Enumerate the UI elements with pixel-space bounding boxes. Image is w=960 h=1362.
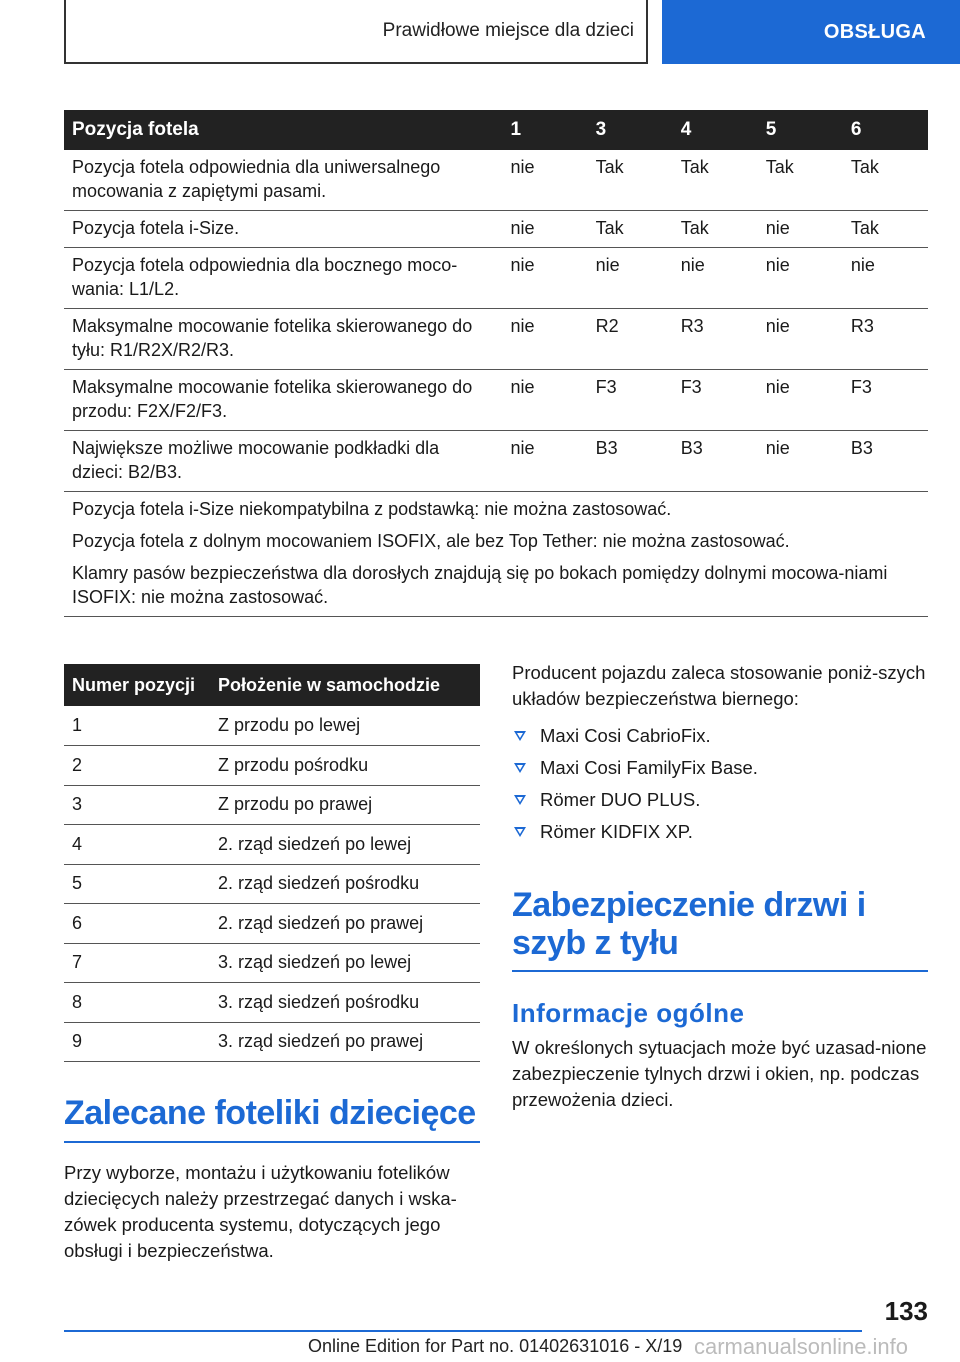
cell: F3	[588, 370, 673, 431]
cell: Największe możliwe mocowanie podkładki dla dzieci: B2/B3.	[64, 431, 503, 492]
cell: R3	[673, 309, 758, 370]
cell: Pozycja fotela odpowiednia dla uniwersalnego mocowania z zapiętymi pasami.	[64, 150, 503, 211]
cell: R2	[588, 309, 673, 370]
position-table	[64, 664, 480, 1062]
bullet-triangle-icon	[514, 795, 526, 805]
list-item	[512, 784, 928, 816]
manufacturer-intro: Producent pojazdu zaleca stosowanie poniż-szych układów bezpieczeństwa biernego:	[512, 662, 926, 709]
footer-watermark[interactable]: carmanualsonline.info	[694, 1334, 909, 1359]
cell: Tak	[588, 150, 673, 211]
cell: B3	[673, 431, 758, 492]
header-chapter-tab[interactable]: OBSŁUGA	[662, 0, 960, 64]
table-header-row	[64, 110, 928, 150]
table-header-row	[64, 664, 480, 706]
cell: Tak	[843, 150, 928, 211]
table-row	[64, 706, 480, 746]
list-item-label: Römer KIDFIX XP.	[540, 821, 693, 842]
cell: Tak	[758, 150, 843, 211]
cell: Maksymalne mocowanie fotelika skierowanego do tyłu: R1/R2X/R2/R3.	[64, 309, 503, 370]
cell: nie	[503, 309, 588, 370]
cell: 3. rząd siedzeń po prawej	[210, 1022, 480, 1062]
subsection-title-general-info: Informacje ogólne	[512, 998, 745, 1028]
col-header: 5	[758, 110, 843, 150]
cell: nie	[503, 248, 588, 309]
cell: 4	[64, 825, 210, 865]
cell: 2. rząd siedzeń po lewej	[210, 825, 480, 865]
cell: 7	[64, 943, 210, 983]
col-header: 3	[588, 110, 673, 150]
footer-divider	[64, 1330, 862, 1332]
col-header: Położenie w samochodzie	[210, 664, 480, 706]
cell: Tak	[673, 150, 758, 211]
cell: nie	[503, 211, 588, 248]
recommended-paragraph: Przy wyborze, montażu i użytkowaniu fotelików dziecięcych należy przestrzegać danych i wska-zówek producenta systemu, dotyczących jego obsługi i bezpieczeństwa.	[64, 1162, 457, 1261]
col-header: 4	[673, 110, 758, 150]
footer-edition: Online Edition for Part no. 01402631016 - X/19	[308, 1336, 683, 1356]
section-title-recommended-seats: Zalecane foteliki dziecięce	[64, 1094, 480, 1143]
table-row	[64, 211, 928, 248]
cell: 5	[64, 864, 210, 904]
table-row	[64, 983, 480, 1023]
cell: 2	[64, 746, 210, 786]
list-item-label: Maxi Cosi CabrioFix.	[540, 725, 711, 746]
cell: nie	[758, 431, 843, 492]
list-item	[512, 752, 928, 784]
cell: B3	[843, 431, 928, 492]
table-row	[64, 370, 928, 431]
list-item-label: Römer DUO PLUS.	[540, 789, 701, 810]
table-row	[64, 785, 480, 825]
cell: Tak	[673, 211, 758, 248]
cell: Z przodu pośrodku	[210, 746, 480, 786]
col-header: Pozycja fotela	[64, 110, 503, 150]
seat-compatibility-table	[64, 110, 928, 617]
table-row	[64, 746, 480, 786]
table-notes-row	[64, 492, 928, 617]
cell: Pozycja fotela odpowiednia dla bocznego moco-wania: L1/L2.	[64, 248, 503, 309]
cell: 6	[64, 904, 210, 944]
cell: nie	[758, 211, 843, 248]
cell: nie	[758, 370, 843, 431]
table-row	[64, 943, 480, 983]
table-notes	[64, 492, 928, 617]
cell: 1	[64, 706, 210, 746]
bullet-triangle-icon	[514, 763, 526, 773]
note: Pozycja fotela i-Size niekompatybilna z podstawką: nie można zastosować.	[72, 499, 672, 519]
list-item	[512, 816, 928, 848]
cell: 8	[64, 983, 210, 1023]
bullet-triangle-icon	[514, 731, 526, 741]
cell: Tak	[588, 211, 673, 248]
cell: nie	[503, 150, 588, 211]
col-header: 1	[503, 110, 588, 150]
table-row	[64, 825, 480, 865]
cell: 2. rząd siedzeń po prawej	[210, 904, 480, 944]
col-header: Numer pozycji	[64, 664, 210, 706]
cell: nie	[503, 431, 588, 492]
note: Pozycja fotela z dolnym mocowaniem ISOFIX, ale bez Top Tether: nie można zastosować.	[72, 531, 790, 551]
cell: 9	[64, 1022, 210, 1062]
table-row	[64, 431, 928, 492]
cell: Pozycja fotela i-Size.	[64, 211, 503, 248]
header-section-title: Prawidłowe miejsce dla dzieci	[64, 0, 648, 64]
cell: Tak	[843, 211, 928, 248]
cell: F3	[673, 370, 758, 431]
right-column	[512, 660, 928, 1113]
bullet-triangle-icon	[514, 827, 526, 837]
table-row	[64, 248, 928, 309]
cell: nie	[843, 248, 928, 309]
cell: nie	[503, 370, 588, 431]
cell: nie	[758, 248, 843, 309]
table-row	[64, 309, 928, 370]
list-item	[512, 720, 928, 752]
cell: 3. rząd siedzeń pośrodku	[210, 983, 480, 1023]
table-row	[64, 1022, 480, 1062]
section-title-door-lock: Zabezpieczenie drzwi i szyb z tyłu	[512, 886, 928, 972]
list-item-label: Maxi Cosi FamilyFix Base.	[540, 757, 758, 778]
door-lock-paragraph: W określonych sytuacjach może być uzasad-nione zabezpieczenie tylnych drzwi i okien, np. podczas przewożenia dzieci.	[512, 1037, 927, 1110]
cell: F3	[843, 370, 928, 431]
recommended-systems-list	[512, 720, 928, 848]
table-row	[64, 904, 480, 944]
page-number: 133	[884, 1296, 928, 1326]
note: Klamry pasów bezpieczeństwa dla dorosłych znajdują się po bokach pomiędzy dolnymi mocowa-niami ISOFIX: nie można zastosować.	[72, 563, 888, 607]
col-header: 6	[843, 110, 928, 150]
cell: Z przodu po prawej	[210, 785, 480, 825]
cell: Maksymalne mocowanie fotelika skierowanego do przodu: F2X/F2/F3.	[64, 370, 503, 431]
table-row	[64, 864, 480, 904]
cell: nie	[588, 248, 673, 309]
cell: Z przodu po lewej	[210, 706, 480, 746]
cell: nie	[673, 248, 758, 309]
cell: 3. rząd siedzeń po lewej	[210, 943, 480, 983]
cell: nie	[758, 309, 843, 370]
cell: 2. rząd siedzeń pośrodku	[210, 864, 480, 904]
cell: B3	[588, 431, 673, 492]
table-row	[64, 150, 928, 211]
cell: 3	[64, 785, 210, 825]
cell: R3	[843, 309, 928, 370]
